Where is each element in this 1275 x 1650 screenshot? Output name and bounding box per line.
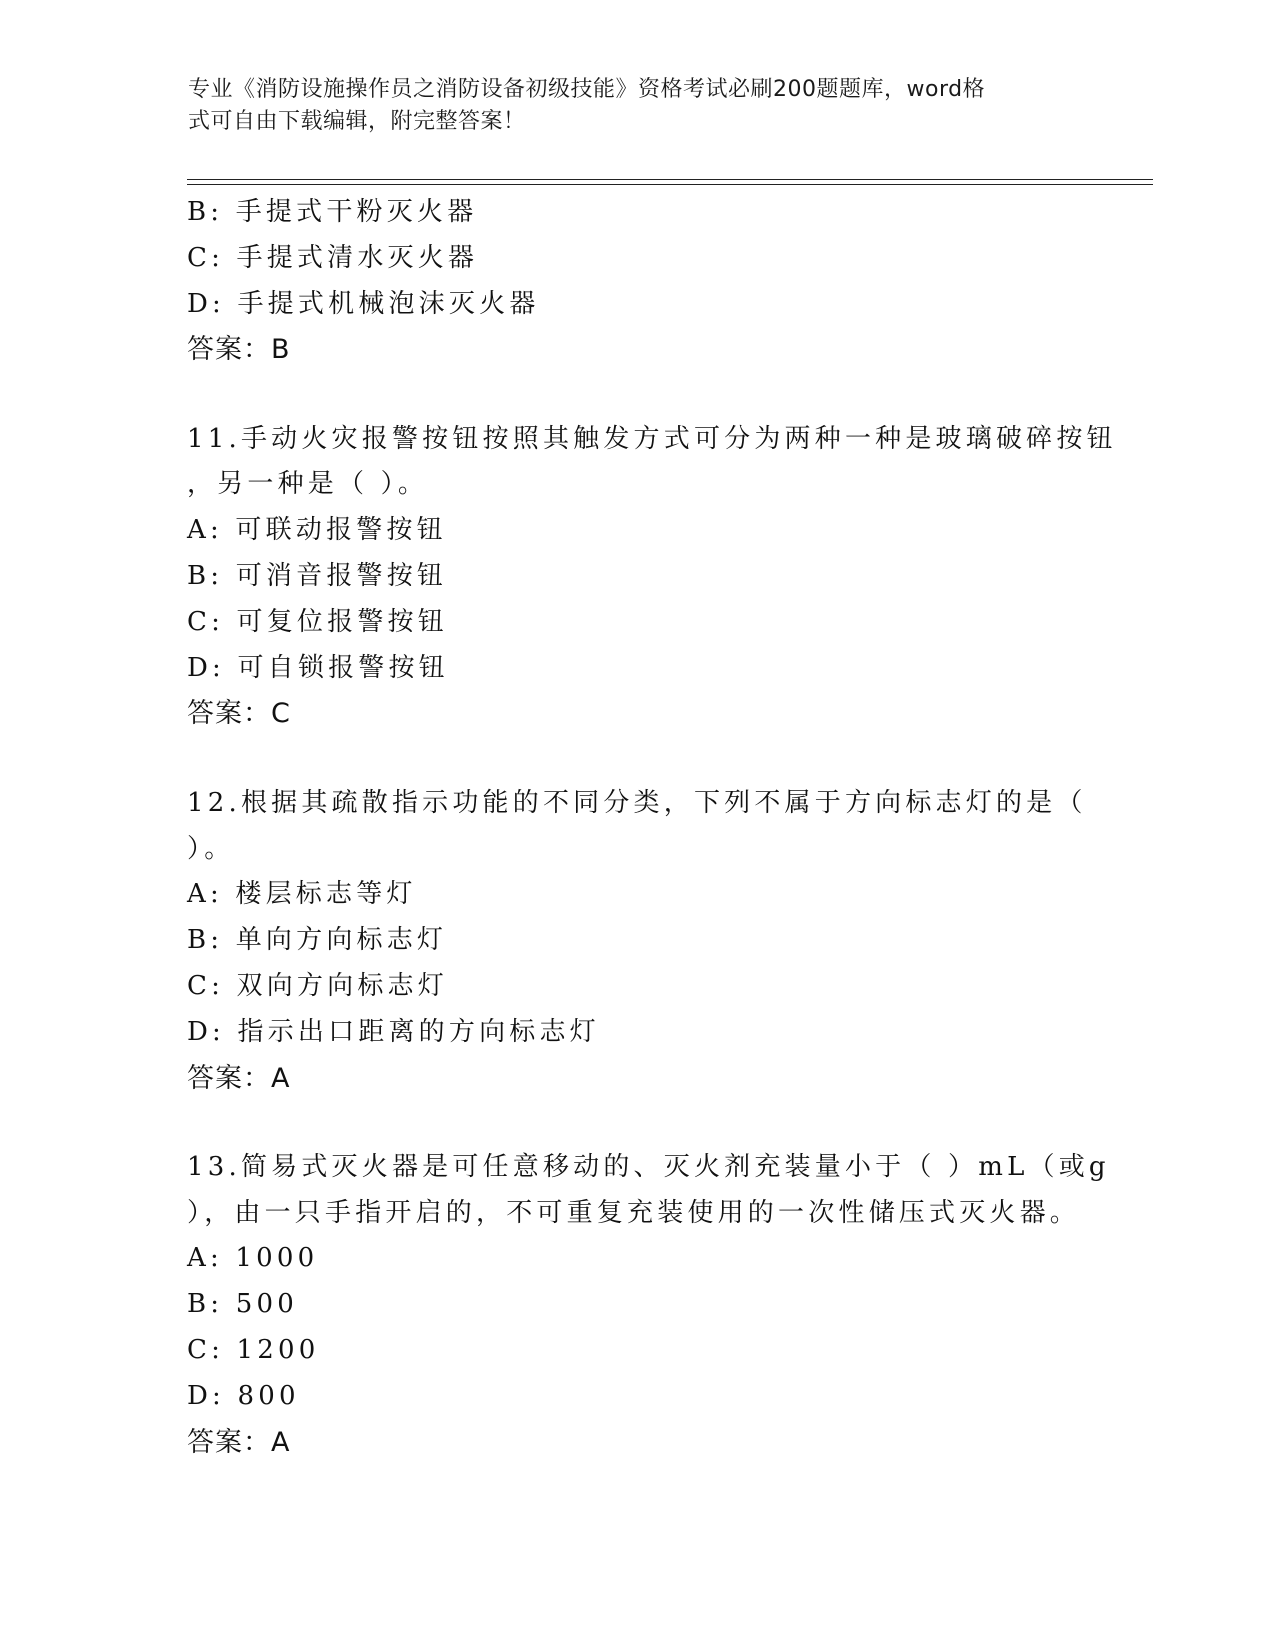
- question-10-tail: [187, 190, 1087, 373]
- answer: 答案：B: [187, 334, 291, 366]
- spacer: [187, 737, 1087, 781]
- option-a: A: 楼层标志等灯: [187, 879, 417, 910]
- question-12: [187, 781, 1087, 1102]
- option-c: C: 1200: [187, 1335, 320, 1366]
- question-text-line-2: ，另一种是（ ）。: [187, 469, 429, 500]
- header-divider-bottom: [187, 184, 1153, 185]
- answer: 答案：A: [187, 1062, 291, 1094]
- question-text-line-1: 11.手动火灾报警按钮按照其触发方式可分为两种一种是玻璃破碎按钮: [187, 423, 1117, 454]
- option-b: B: 单向方向标志灯: [187, 925, 448, 956]
- question-list: [187, 190, 1117, 1465]
- document-header: [188, 74, 1068, 138]
- option-b: B: 手提式干粉灭火器: [187, 197, 478, 227]
- option-d: D: 手提式机械泡沫灭火器: [187, 288, 540, 319]
- question-text-line-1: 13.简易式灭火器是可任意移动的、灭火剂充装量小于（ ）mL（或g: [187, 1151, 1110, 1182]
- option-b: B: 500: [187, 1289, 298, 1320]
- header-divider-top: [187, 179, 1153, 180]
- option-a: A: 可联动报警按钮: [187, 515, 447, 546]
- option-d: D: 可自锁报警按钮: [187, 652, 449, 683]
- question-text-line-2: ）。: [187, 833, 235, 864]
- option-c: C: 双向方向标志灯: [187, 970, 448, 1001]
- header-line-1: 专业《消防设施操作员之消防设备初级技能》资格考试必刷200题题库，word格: [188, 77, 986, 102]
- option-c: C: 手提式清水灭火器: [187, 242, 479, 273]
- question-text-line-1: 12.根据其疏散指示功能的不同分类，下列不属于方向标志灯的是（: [187, 787, 1087, 818]
- question-13: [187, 1145, 1110, 1466]
- header-line-2: 式可自由下载编辑，附完整答案！: [188, 109, 526, 134]
- answer: 答案：C: [187, 698, 291, 730]
- spacer: [187, 1101, 1087, 1145]
- question-text-line-2: ），由一只手指开启的，不可重复充装使用的一次性储压式灭火器。: [187, 1197, 1081, 1228]
- question-11: [187, 417, 1117, 738]
- option-b: B: 可消音报警按钮: [187, 561, 448, 592]
- answer: 答案：A: [187, 1426, 291, 1458]
- option-a: A: 1000: [187, 1243, 319, 1274]
- option-c: C: 可复位报警按钮: [187, 606, 448, 637]
- option-d: D: 800: [187, 1380, 300, 1411]
- spacer: [187, 373, 1087, 417]
- option-d: D: 指示出口距离的方向标志灯: [187, 1016, 600, 1047]
